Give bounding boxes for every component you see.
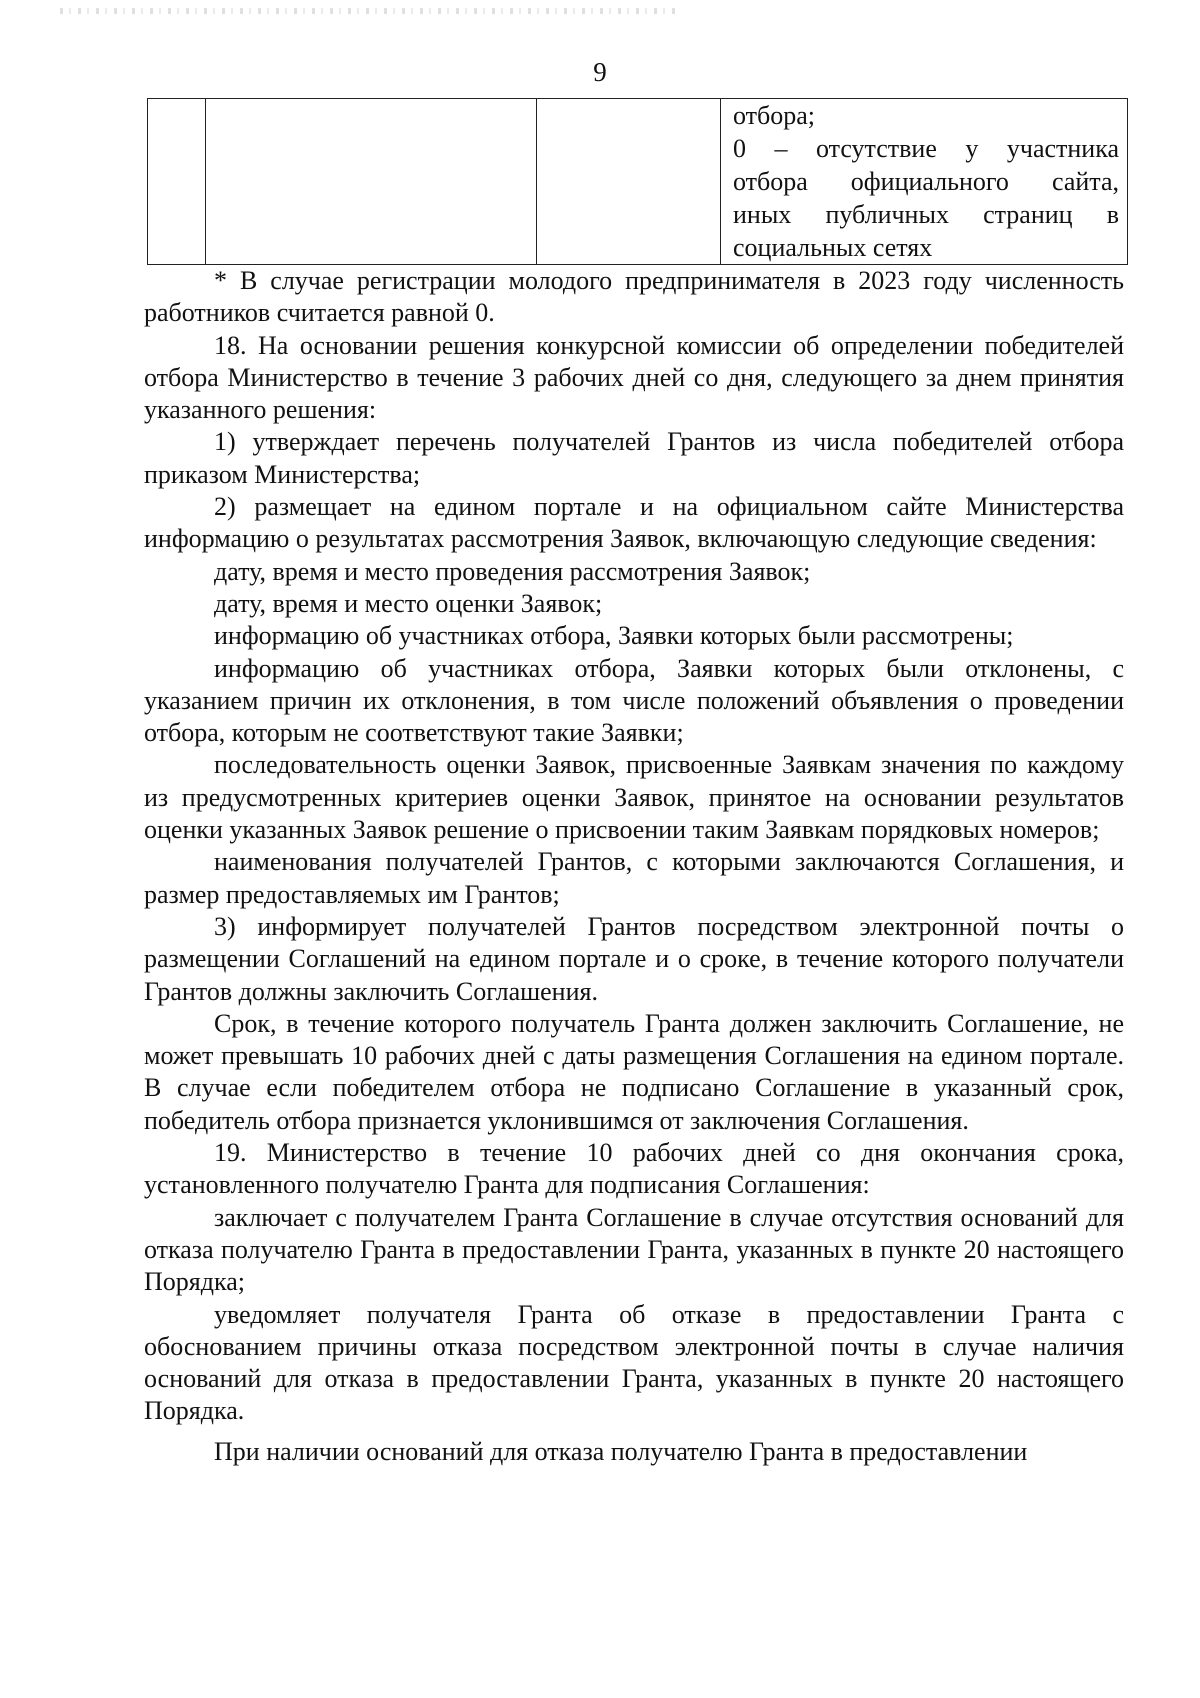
paragraph-18-item-2: 2) размещает на едином портале и на официальном сайте Министерства информацию о результатах рассмотрения Заявок, включающую следующие сведения: (144, 492, 1124, 554)
list-item: информацию об участниках отбора, Заявки которых были отклонены, с указанием причин их отклонения, в том числе положений объявления о проведении отбора, которым не соответствуют такие Заявки; (144, 653, 1124, 748)
table-cell-line: отбора; (733, 101, 816, 130)
table-row (148, 99, 1128, 265)
table-cell-criteria (721, 99, 1128, 265)
footnote-paragraph: * В случае регистрации молодого предпринимателя в 2023 году численность работников считается равной 0. (144, 266, 1124, 328)
paragraph-18: 18. На основании решения конкурсной комиссии об определении победителей отбора Министерство в течение 3 рабочих дней со дня, следующего за днем принятия указанного решения: (144, 330, 1124, 425)
table-cell-empty-3 (537, 99, 721, 265)
page-number: 9 (593, 57, 607, 87)
list-item: информацию об участниках отбора, Заявки которых были рассмотрены; (214, 621, 1014, 651)
document-body (144, 265, 1124, 1468)
list-item: наименования получателей Грантов, с которыми заключаются Соглашения, и размер предоставляемых им Грантов; (144, 847, 1124, 909)
table-cell-text (721, 99, 1127, 264)
continued-table (147, 98, 1128, 265)
list-item: последовательность оценки Заявок, присвоенные Заявкам значения по каждому из предусмотренных критериев оценки Заявок, принятое на основании результатов оценки указанных Заявок решение о присвоении таким Заявкам порядковых номеров; (144, 750, 1124, 845)
table-cell-empty-2 (206, 99, 537, 265)
paragraph-18-item-1: 1) утверждает перечень получателей Грантов из числа победителей отбора приказом Министерства; (144, 427, 1124, 489)
table-cell-line: 0 – отсутствие у участника (733, 134, 1119, 163)
closing-paragraph: При наличии оснований для отказа получателю Гранта в предоставлении (214, 1436, 1028, 1466)
scan-artifact (60, 8, 680, 14)
table-cell-line: иных публичных страниц в (733, 200, 1119, 229)
table-cell-empty-1 (148, 99, 206, 265)
deadline-paragraph: Срок, в течение которого получатель Гранта должен заключить Соглашение, не может превышать 10 рабочих дней с даты размещения Соглашения на едином портале. В случае если победителем отбора не подписано Соглашение в указанный срок, победитель отбора признается уклонившимся от заключения Соглашения. (144, 1008, 1124, 1135)
paragraph-18-item-3: 3) информирует получателей Грантов посредством электронной почты о размещении Соглашений на едином портале и о сроке, в течение которого получатели Грантов должны заключить Соглашения. (144, 911, 1124, 1006)
list-item: дату, время и место оценки Заявок; (214, 588, 603, 618)
paragraph-19: 19. Министерство в течение 10 рабочих дней со дня окончания срока, установленного получателю Гранта для подписания Соглашения: (144, 1138, 1124, 1200)
list-item: уведомляет получателя Гранта об отказе в предоставлении Гранта с обоснованием причины отказа посредством электронной почты в случае наличия оснований для отказа в предоставлении Гранта, указанных в пункте 20 настоящего Порядка. (144, 1299, 1124, 1426)
list-item: дату, время и место проведения рассмотрения Заявок; (214, 556, 811, 586)
list-item: заключает с получателем Гранта Соглашение в случае отсутствия оснований для отказа получателю Гранта в предоставлении Гранта, указанных в пункте 20 настоящего Порядка; (144, 1202, 1124, 1297)
table-cell-line: социальных сетях (733, 233, 933, 262)
table-cell-line: отбора официального сайта, (733, 167, 1119, 196)
